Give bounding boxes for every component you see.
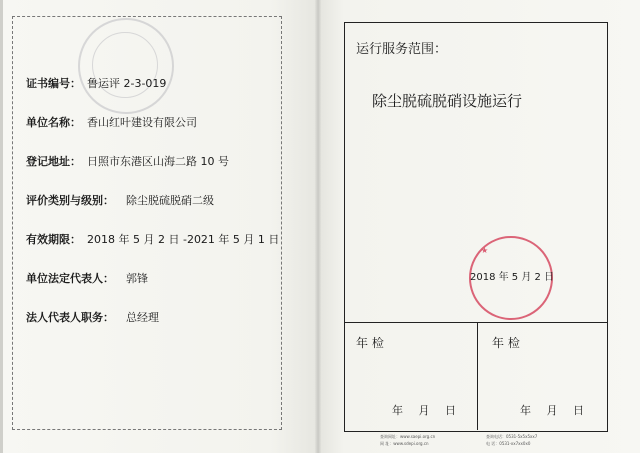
right-page-frame bbox=[344, 22, 608, 432]
field-certificate-number bbox=[26, 75, 166, 91]
book-gutter bbox=[315, 0, 321, 453]
field-label: 评价类别与级别： bbox=[26, 194, 114, 207]
field-evaluation-category bbox=[26, 192, 214, 208]
footer-website: 网 址：www.sdepi.org.cn bbox=[380, 441, 429, 446]
footer-query-phone: 查询电话：0531-5x5x5xx7 bbox=[486, 434, 538, 439]
field-label: 单位法定代表人： bbox=[26, 272, 114, 285]
annual-check-date-left: 年 月 日 bbox=[392, 404, 456, 417]
annual-check-label-left: 年 检 bbox=[356, 336, 384, 350]
issue-date: 2018 年 5 月 2 日 bbox=[470, 272, 555, 283]
field-value: 日照市东港区山海二路 10 号 bbox=[87, 155, 229, 168]
field-representative-position bbox=[26, 309, 159, 325]
scope-heading: 运行服务范围： bbox=[356, 42, 448, 57]
footer-query-site: 查询网址：www.saepi.org.cn bbox=[380, 434, 436, 439]
field-label: 证书编号： bbox=[26, 77, 81, 90]
scope-value: 除尘脱硫脱硝设施运行 bbox=[372, 92, 523, 110]
annual-check-label-right: 年 检 bbox=[492, 336, 520, 350]
annual-check-divider bbox=[344, 322, 608, 323]
field-value: 鲁运评 2-3-019 bbox=[87, 77, 167, 90]
annual-check-column-divider bbox=[477, 322, 478, 430]
field-label: 登记地址： bbox=[26, 155, 81, 168]
field-label: 有效期限： bbox=[26, 233, 81, 246]
field-legal-representative bbox=[26, 270, 148, 286]
field-label: 法人代表人职务： bbox=[26, 311, 114, 324]
field-label: 单位名称： bbox=[26, 116, 81, 129]
field-value: 郭锋 bbox=[126, 272, 148, 285]
field-registered-address bbox=[26, 153, 229, 169]
field-value: 总经理 bbox=[126, 311, 159, 324]
field-validity-period bbox=[26, 231, 279, 247]
annual-check-date-right: 年 月 日 bbox=[520, 404, 584, 417]
field-company-name bbox=[26, 114, 197, 130]
field-value: 香山红叶建设有限公司 bbox=[87, 116, 197, 129]
left-page-edge bbox=[0, 0, 3, 453]
footer-phone: 电 话：0531-xx7xx0x0 bbox=[486, 441, 531, 446]
field-value: 除尘脱硫脱硝二级 bbox=[126, 194, 214, 207]
field-value: 2018 年 5 月 2 日 -2021 年 5 月 1 日 bbox=[87, 233, 280, 246]
seal-star-icon: ★ bbox=[481, 246, 489, 255]
